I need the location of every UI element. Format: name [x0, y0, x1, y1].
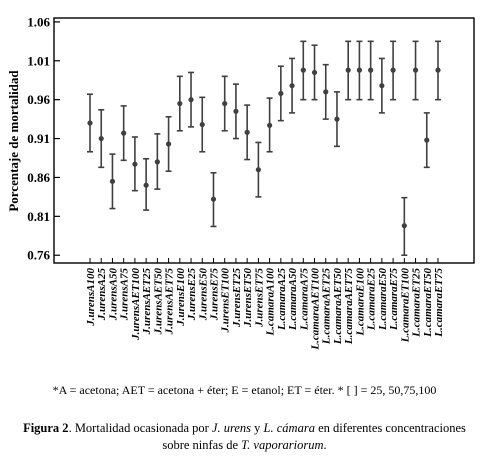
data-point: [155, 159, 160, 164]
x-tick-label: L.camaraA75: [298, 268, 311, 331]
data-point: [346, 68, 351, 73]
x-tick-label: J.urensET100: [219, 268, 232, 333]
data-point: [402, 223, 407, 228]
data-point: [256, 167, 261, 172]
data-point: [390, 68, 395, 73]
data-point: [87, 120, 92, 125]
caption-species-1: J. urens: [211, 421, 252, 435]
data-point: [132, 162, 137, 167]
x-axis: [85, 258, 445, 351]
data-point: [222, 101, 227, 106]
x-tick-label: L.camaraE50: [376, 268, 389, 331]
x-tick-label: J.urensET50: [242, 268, 255, 327]
x-tick-label: L.camaraA25: [275, 268, 288, 331]
x-tick-label: L.camaraA100: [264, 268, 277, 336]
x-tick-label: L.camaraET25: [410, 268, 423, 337]
figure-caption: [20, 420, 469, 454]
data-point: [177, 101, 182, 106]
data-point: [200, 122, 205, 127]
x-tick-label: L.camaraAET100: [309, 268, 322, 350]
x-tick-label: L.camaraA50: [287, 268, 300, 331]
x-tick-label: J.urensET25: [230, 268, 243, 327]
x-tick-label: J.urensE25: [186, 268, 199, 321]
data-point: [211, 197, 216, 202]
y-tick-label: 0.96: [27, 92, 50, 108]
data-point: [166, 141, 171, 146]
data-points: [87, 68, 440, 229]
x-tick-label: L.camaraE25: [365, 268, 378, 331]
footnote: *A = acetona; AET = acetona + éter; E = etanol; ET = éter. * [ ] = 25, 50,75,100: [52, 383, 437, 397]
y-tick-label: 1.01: [27, 53, 50, 69]
caption-species-3: T. vaporariorum: [241, 438, 324, 452]
x-tick-label: J.urensE100: [174, 268, 187, 326]
caption-text-end: .: [323, 438, 327, 452]
y-tick-label: 0.86: [27, 169, 50, 185]
x-tick-label: J.urensE50: [197, 268, 210, 321]
x-tick-label: J.urensA100: [85, 268, 97, 326]
y-tick-label: 0.76: [27, 247, 50, 263]
x-tick-label: J.urensAET75: [163, 268, 176, 335]
y-tick-label: 0.81: [27, 208, 50, 224]
x-tick-label: J.urensA75: [118, 268, 131, 321]
data-point: [379, 83, 384, 88]
data-point: [245, 130, 250, 135]
x-tick-label: J.urensAET100: [129, 268, 142, 340]
data-point: [334, 117, 339, 122]
data-point: [188, 97, 193, 102]
caption-joiner: y: [251, 421, 264, 435]
x-tick-label: J.urensAET25: [141, 268, 154, 335]
x-tick-label: L.camaraE75: [388, 268, 401, 331]
caption-text-before: . Mortalidad ocasionada por: [68, 421, 212, 435]
data-point: [233, 109, 238, 114]
x-tick-label: J.urensAET50: [152, 268, 165, 335]
data-point: [289, 83, 294, 88]
data-point: [424, 138, 429, 143]
x-tick-label: L.camaraE100: [354, 268, 367, 336]
x-tick-label: J.urensA25: [96, 268, 109, 321]
data-point: [121, 131, 126, 136]
data-point: [110, 179, 115, 184]
x-tick-label: J.urensET75: [253, 268, 266, 327]
y-axis: [27, 14, 60, 262]
data-point: [301, 68, 306, 73]
x-tick-label: L.camaraET50: [421, 268, 434, 337]
data-point: [267, 123, 272, 128]
data-point: [99, 136, 104, 141]
y-axis-label: Porcentaje de mortalidad: [6, 70, 21, 212]
data-point: [368, 68, 373, 73]
caption-text-middle: en diferentes concentraciones sobre ninfas de: [162, 421, 466, 452]
data-point: [312, 70, 317, 75]
x-tick-label: J.urensE75: [208, 268, 221, 321]
x-tick-label: L.camaraET100: [399, 268, 412, 343]
data-point: [435, 68, 440, 73]
y-tick-label: 0.91: [27, 131, 50, 147]
x-tick-label: J.urensA50: [107, 268, 120, 321]
x-tick-label: L.camaraAET25: [320, 268, 333, 345]
error-bars: [87, 41, 441, 255]
caption-species-2: L. cámara: [263, 421, 315, 435]
caption-label: Figura 2: [23, 421, 69, 435]
data-point: [357, 68, 362, 73]
data-point: [413, 68, 418, 73]
data-point: [144, 183, 149, 188]
data-point: [278, 91, 283, 96]
x-tick-label: L.camaraAET75: [343, 268, 356, 345]
data-point: [323, 89, 328, 94]
x-tick-label: L.camaraAET50: [331, 268, 344, 345]
x-tick-label: L.camaraET75: [433, 268, 445, 337]
y-tick-label: 1.06: [27, 14, 50, 30]
plot-frame: [54, 18, 474, 263]
